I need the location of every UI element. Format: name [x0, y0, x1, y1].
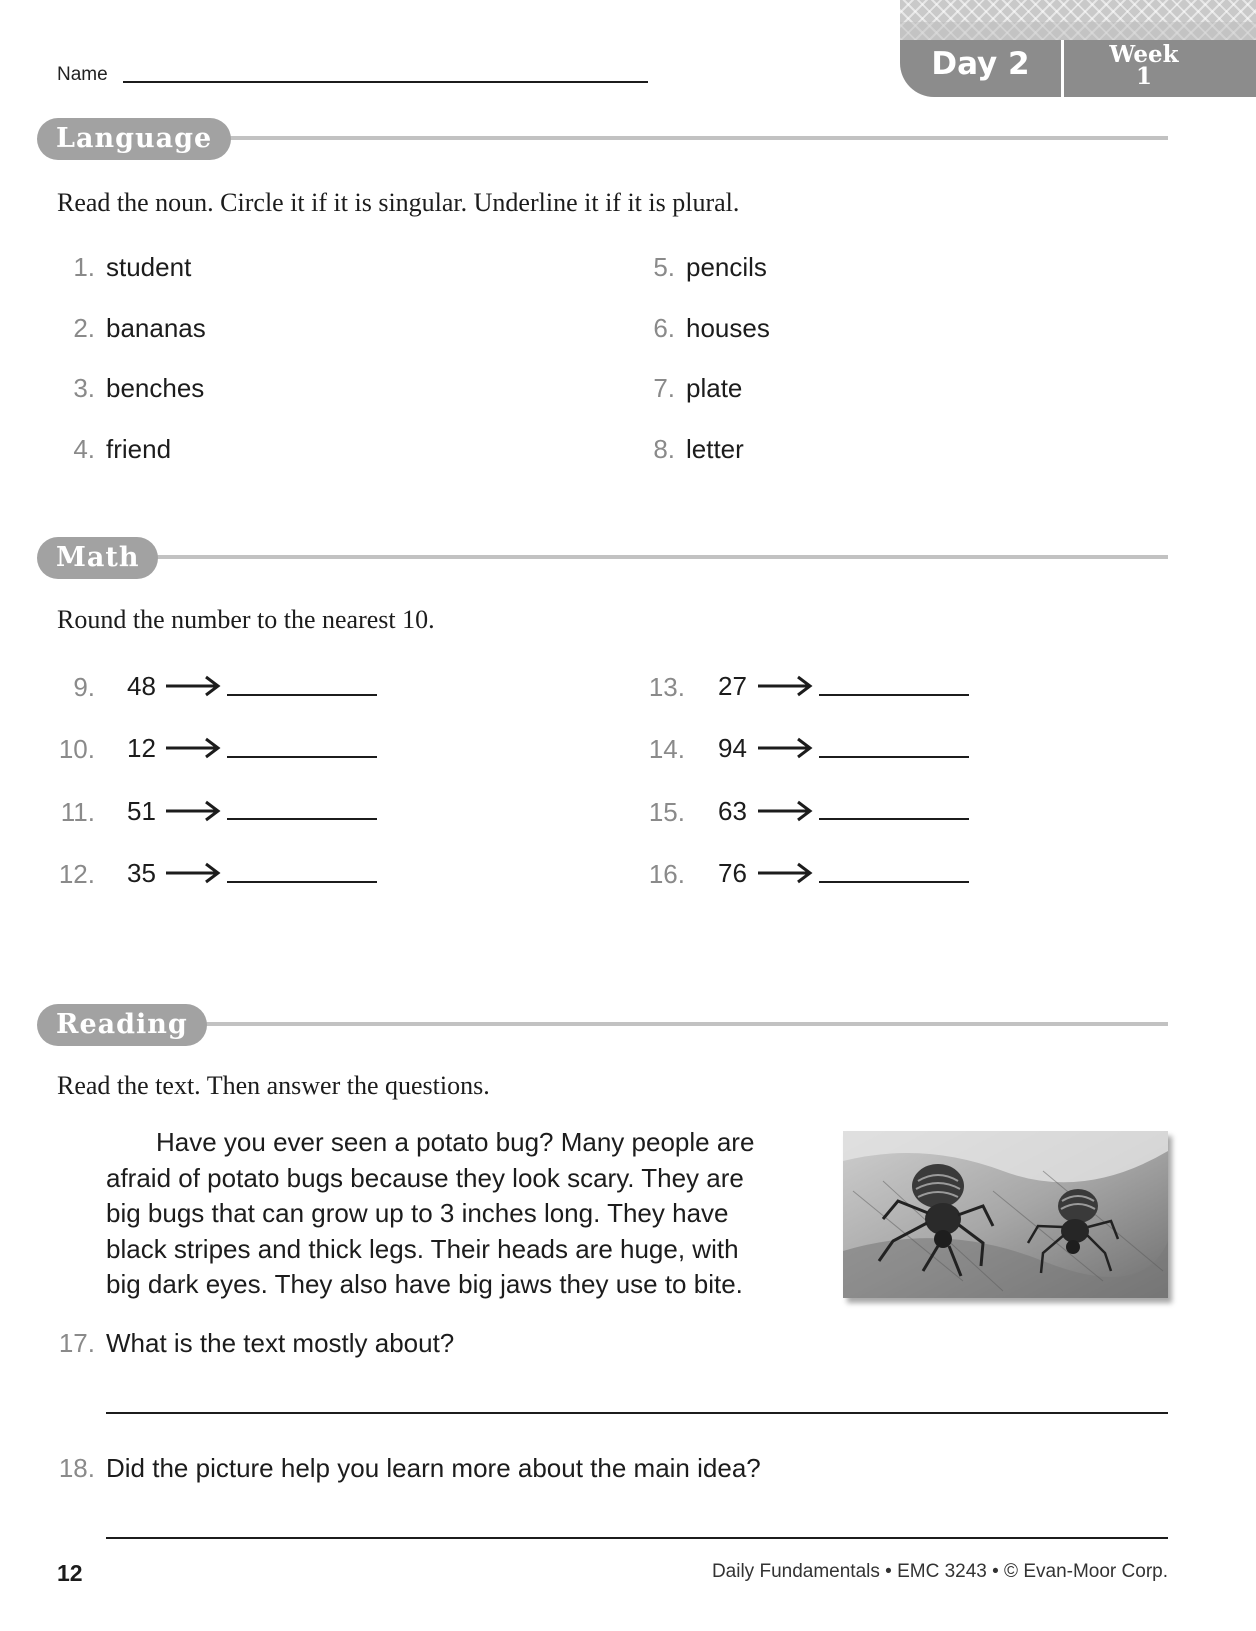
- passage-line: big dark eyes. They also have big jaws they use to bite.: [106, 1269, 743, 1299]
- day-week-tab: [900, 0, 1256, 97]
- answer-blank[interactable]: [227, 881, 377, 883]
- math-section-rule: [140, 555, 1168, 559]
- noun-item[interactable]: bananas: [106, 313, 206, 343]
- question-number: 17.: [58, 1328, 95, 1358]
- reading-section-header: Reading: [37, 1004, 207, 1046]
- answer-blank[interactable]: [819, 818, 969, 820]
- item-number: 13.: [648, 672, 685, 702]
- week-text: Week: [1109, 41, 1179, 68]
- item-number: 16.: [648, 859, 685, 889]
- passage-line: big bugs that can grow up to 3 inches long. They have: [106, 1198, 729, 1228]
- answer-blank[interactable]: [227, 818, 377, 820]
- item-number: 3.: [73, 373, 95, 403]
- noun-item[interactable]: benches: [106, 373, 205, 403]
- arrow-right-icon: [756, 799, 813, 823]
- reading-section-rule: [185, 1022, 1168, 1026]
- item-number: 11.: [60, 797, 95, 827]
- answer-line-17[interactable]: [106, 1412, 1168, 1414]
- number-value: 94: [718, 733, 747, 763]
- item-number: 14.: [648, 734, 685, 764]
- noun-item[interactable]: friend: [106, 434, 172, 464]
- math-section-header: Math: [37, 537, 158, 579]
- question-17-text: What is the text mostly about?: [106, 1328, 455, 1358]
- number-value: 27: [718, 671, 747, 701]
- name-label: Name: [57, 64, 108, 85]
- answer-blank[interactable]: [819, 881, 969, 883]
- arrow-right-icon: [164, 674, 221, 698]
- arrow-right-icon: [756, 674, 813, 698]
- item-number: 9.: [73, 672, 95, 702]
- item-number: 12.: [58, 859, 95, 889]
- answer-blank[interactable]: [819, 756, 969, 758]
- potato-bugs-illustration: [843, 1131, 1168, 1298]
- name-field[interactable]: [123, 81, 648, 83]
- noun-item[interactable]: letter: [686, 434, 744, 464]
- item-number: 4.: [73, 434, 95, 464]
- item-number: 5.: [653, 252, 675, 282]
- arrow-right-icon: [164, 861, 221, 885]
- language-instruction: Read the noun. Circle it if it is singular. Underline it if it is plural.: [57, 188, 740, 217]
- noun-item[interactable]: pencils: [686, 252, 767, 282]
- math-instruction: Round the number to the nearest 10.: [57, 605, 435, 634]
- arrow-right-icon: [756, 861, 813, 885]
- item-number: 2.: [73, 313, 95, 343]
- question-number: 18.: [58, 1453, 95, 1483]
- item-number: 8.: [653, 434, 675, 464]
- reading-passage: [106, 1125, 806, 1303]
- passage-line: Have you ever seen a potato bug? Many people are: [156, 1127, 755, 1157]
- noun-item[interactable]: plate: [686, 373, 743, 403]
- item-number: 7.: [653, 373, 675, 403]
- noun-item[interactable]: houses: [686, 313, 770, 343]
- item-number: 6.: [653, 313, 675, 343]
- answer-blank[interactable]: [227, 756, 377, 758]
- arrow-right-icon: [164, 736, 221, 760]
- number-value: 12: [127, 733, 156, 763]
- item-number: 1.: [73, 252, 95, 282]
- arrow-right-icon: [164, 799, 221, 823]
- passage-line: afraid of potato bugs because they look scary. They are: [106, 1162, 744, 1193]
- answer-blank[interactable]: [227, 694, 377, 696]
- question-18-text: Did the picture help you learn more about the main idea?: [106, 1453, 761, 1483]
- language-section-rule: [190, 136, 1168, 140]
- number-value: 35: [127, 858, 156, 888]
- reading-instruction: Read the text. Then answer the questions.: [57, 1071, 490, 1100]
- item-number: 10.: [58, 734, 95, 764]
- passage-line: black stripes and thick legs. Their heads are huge, with: [106, 1233, 739, 1264]
- page-number: 12: [57, 1560, 83, 1586]
- arrow-right-icon: [756, 736, 813, 760]
- noun-item[interactable]: student: [106, 252, 192, 282]
- week-number: 1: [1135, 63, 1152, 90]
- answer-blank[interactable]: [819, 694, 969, 696]
- number-value: 63: [718, 796, 747, 826]
- potato-bug-photo: [843, 1131, 1168, 1298]
- day-label: Day 2: [931, 46, 1030, 82]
- number-value: 48: [127, 671, 156, 701]
- language-section-header: Language: [37, 118, 231, 160]
- number-value: 76: [718, 858, 747, 888]
- answer-line-18[interactable]: [106, 1537, 1168, 1539]
- item-number: 15.: [648, 797, 685, 827]
- footer-credit: Daily Fundamentals • EMC 3243 • © Evan-Moor Corp.: [711, 1561, 1168, 1582]
- number-value: 51: [127, 796, 156, 826]
- week-label: [1064, 41, 1224, 90]
